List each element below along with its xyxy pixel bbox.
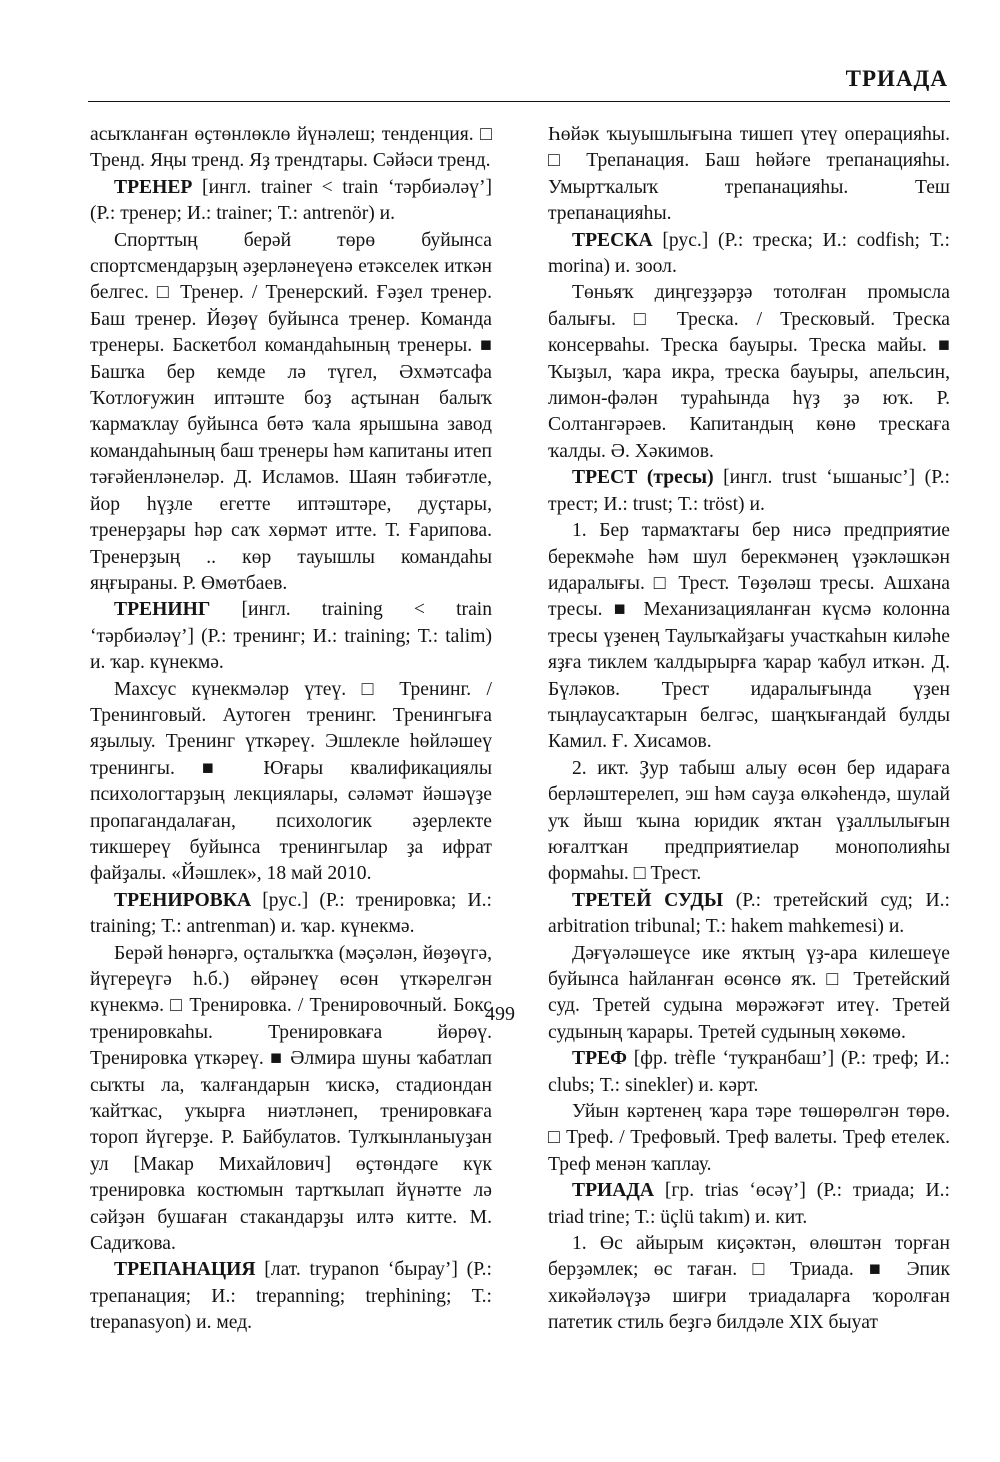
definition-trest-2: 2. икт. Ҙур табыш алыу өсөн бер идараға берләштерелеп, эш һәм сауҙа өлкәһендә, шулай уҡ йыш ҡына юридик яҡтан үҙаллылығын юғалтҡан предприятиелар монополияһы формаһы. □ Трест. [548, 757, 950, 885]
definition-treska: Төньяҡ диңгеҙҙәрҙә тотолған промысла балығы. □ Треска. / Тресковый. Треска консерваһы. Треска бауыры. Треска майы. ■ Ҡыҙыл, ҡара икра, треска бауыры, апельсин, лимон-фәлән тураһында һүҙ ҙә юҡ. Р. Солтангәрәев. Капитандың көнө трескаға ҡалды. Ә. Хәкимов. [548, 282, 950, 462]
entry-trening [90, 597, 492, 676]
entry-triada [548, 1178, 950, 1231]
entry-trener [90, 175, 492, 228]
headword-treteyi-sudy: ТРЕТЕЙ СУДЫ [572, 889, 724, 911]
etymology-triada: [гр. trias ‘өсәү’] (Р.: триада; И.: triad trine; Т.: üçlü takım) и. кит. [548, 1180, 950, 1228]
headword-triada: ТРИАДА [572, 1180, 655, 1202]
etymology-trenirovka: [рус.] (Р.: тренировка; И.: training; Т.: antrenman) и. ҡар. күнекмә. [90, 889, 492, 938]
definition-tref: Уйын кәртенең ҡара тәре төшөрөлгән төрө. □ Треф. / Трефовый. Треф валеты. Треф етелек. Треф менән ҡаплау. [548, 1101, 950, 1175]
definition-trenirovka: Берәй һөнәргә, оҫталыҡҡа (мәҫәлән, йөҙөүгә, йүгереүгә һ.б.) өйрәнеү өсөн үткәрелгән күнекмә. □ Тренировка. / Тренировочный. Бокс тренировкаһы. Тренировкаға йөрөү. Тренировка үткәреү. ■ Әлмира шуны ҡабатлап сыҡты ла, ҡалғандарын ҡискә, стадиондан ҡайтҡас, уҡырға ниәтләнеп, тренировкаға тороп йүгерҙе. Р. Байбулатов. Тулҡынланыуҙан ул [Макар Михайлович] өҫтөндәге күк тренировка костюмын тартҡылап йүнәтте лә сәйҙән бушаған стакандарҙы илтә китте. М. Садиҡова. [90, 942, 492, 1255]
etymology-treteyi-sudy: (Р.: третейский суд; И.: arbitration tribunal; Т.: hakem mahkemesi) и. [548, 889, 950, 938]
etymology-trening: [ингл. training < train ‘тәрбиәләү’] (Р.: тренинг; И.: training; Т.: talim) и. ҡар. күнекмә. [90, 599, 492, 674]
entry-trepanatsiya [90, 1257, 492, 1336]
definition-trepanatsiya: Һөйәк ҡыуышлығына тишеп үтеү операцияһы. □ Трепанация. Баш һөйәге трепанацияһы. Умыртҡалыҡ трепанацияһы. Теш трепанацияһы. [548, 124, 950, 225]
etymology-trener: [ингл. trainer < train ‘тәрбиәләү’] (Р.: тренер; И.: trainer; Т.: antrenör) и. [90, 176, 492, 225]
definition-triada-1: 1. Өс айырым киҫәктән, өлөштән торған берҙәмлек; өс таған. □ Триада. ■ Эпик хикәйәләүҙә шиғри триадаларға ҡоролған патетик стиль беҙгә билдәле XIX быуат [548, 1233, 950, 1334]
headword-trepanatsiya: ТРЕПАНАЦИЯ [114, 1259, 256, 1281]
headword-trest: ТРЕСТ (тресы) [572, 467, 714, 489]
entry-continuation: асыҡланған өҫтөнлөклө йүнәлеш; тенденция. □ Тренд. Яңы тренд. Яҙ трендтары. Сәйәси тренд. [90, 124, 492, 172]
page-number: 499 [485, 1003, 515, 1025]
etymology-trest: [ингл. trust ‘ышаныс’] (Р.: трест; И.: trust; Т.: tröst) и. [548, 467, 950, 515]
definition-trest-1: 1. Бер тармаҡтағы бер нисә предприятие берекмәһе һәм шул берекмәнең үҙәкләшкән идаралығы. □ Трест. Төҙөләш тресы. Ашхана тресы. ■ Механизацияланған күсмә колонна тресы үҙенең Таулыҡайҙағы участкаһын киләһе яҙға тиклем ҡалдырырға ҡарар ҡабул иткән. Д. Бүләков. Трест идаралығында үҙен тыңлаусаҡтарын белгәс, шаңҡығандай булды Камил. Ғ. Хисамов. [548, 520, 950, 753]
right-column [548, 122, 950, 1337]
definition-treteyi-sudy: Дәғүәләшеүсе ике яҡтың үҙ-ара килешеүе буйынса һайланған өсөнсө яҡ. □ Третейский суд. Третей судына мөрәжәғәт итеү. Третей судының ҡарары. Третей судының хөкөмө. [548, 942, 950, 1043]
headword-trening: ТРЕНИНГ [114, 599, 211, 621]
headword-tref: ТРЕФ [572, 1048, 627, 1070]
entry-treska [548, 228, 950, 281]
etymology-trepanatsiya: [лат. trypanon ‘бырау’] (Р.: трепанация; И.: trepanning; trephining; Т.: trepanasyon) и. мед. [90, 1259, 492, 1334]
running-head: ТРИАДА [845, 66, 948, 91]
entry-trest [548, 465, 950, 518]
left-column [90, 122, 492, 1337]
header-rule [88, 101, 950, 102]
definition-trener: Спорттың берәй төрө буйынса спортсмендарҙың әҙерләнеүенә етәкселек иткән белгес. □ Тренер. / Тренерский. Ғәҙел тренер. Баш тренер. Йөҙөү буйынса тренер. Команда тренеры. Баскетбол командаһының тренеры. ■ Башҡа бер кемде лә түгел, Әхмәтсафа Ҡотлоғужин иптәште боҙ аҫтынан балыҡ ҡармаҡлау буйынса бөтә ҡала ярышына завод командаһының баш тренеры һәм капитаны итеп тәғәйенләнеләр. Д. Исламов. Шаян тәбиғәтле, йор һүҙле егетте иптәштәре, дуҫтары, тренерҙары һәр саҡ хөрмәт итте. Т. Ғарипова. Тренерҙың .. көр тауышлы командаһы яңғыраны. Р. Өмөтбаев. [90, 229, 492, 594]
headword-trenirovka: ТРЕНИРОВКА [114, 889, 252, 911]
headword-treska: ТРЕСКА [572, 229, 653, 251]
entry-treteyi-sudy [548, 888, 950, 941]
entry-trenirovka [90, 888, 492, 941]
entry-tref [548, 1046, 950, 1099]
etymology-treska: [рус.] (Р.: треска; И.: codfish; Т.: morina) и. зоол. [548, 229, 950, 278]
definition-trening: Махсус күнекмәләр үтеү. □ Тренинг. / Тренинговый. Аутоген тренинг. Тренингыға яҙылыу. Тренинг үткәреү. Эшлекле һөйләшеү тренингы. ■ Юғары квалификациялы психологтарҙың лекциялары, сәләмәт йәшәүҙе пропагандалаған, психологик әҙерлекте тикшереү буйынса тренингылар ҙа ифрат файҙалы. «Йәшлек», 18 май 2010. [90, 678, 492, 885]
etymology-tref: [фр. trèfle ‘туҡранбаш’] (Р.: треф; И.: clubs; Т.: sinekler) и. кәрт. [548, 1048, 950, 1096]
headword-trener: ТРЕНЕР [114, 176, 193, 198]
